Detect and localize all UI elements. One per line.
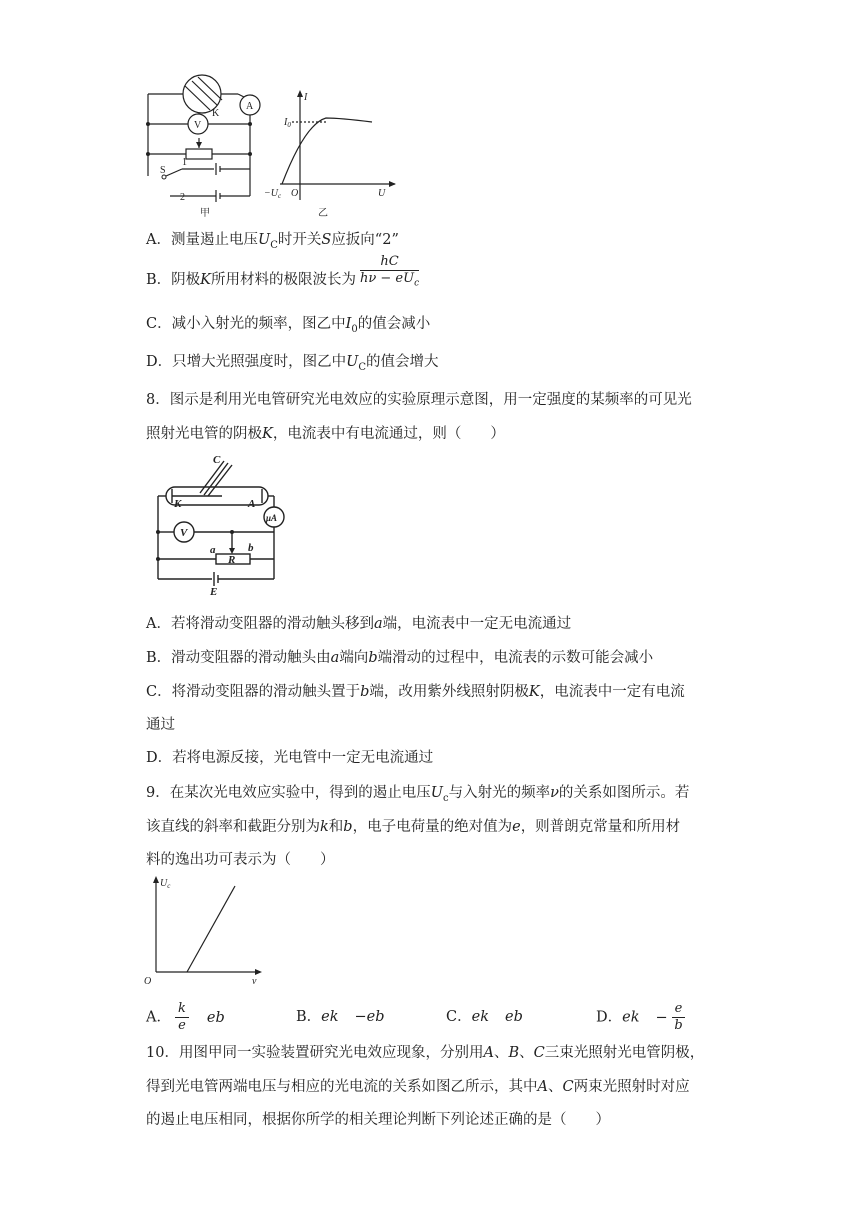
fig8-label-a: a xyxy=(210,544,216,556)
fig8-label-uA: μA xyxy=(266,513,278,523)
q10-stem-line-2: 得到光电管两端电压与相应的光电流的关系如图乙所示，其中A、C两束光照射时对应 xyxy=(146,1079,690,1095)
figure-9 xyxy=(140,872,270,990)
fig8-label-E: E xyxy=(210,586,218,597)
q9-stem-line-1: 9．在某次光电效应实验中，得到的遏止电压$U_c$与入射光的频率ν的关系如图所示。若 xyxy=(146,785,690,804)
figure-7 xyxy=(140,72,400,222)
q7-option-a[interactable]: A．测量遏止电压$U_C$时开关S应扳向“2” xyxy=(146,232,399,251)
fig9-axis-Uc: $U_c$ xyxy=(160,878,171,890)
q9-stem-line-3: 料的逸出功可表示为（ ） xyxy=(146,852,335,868)
q8-option-c-cont: 通过 xyxy=(146,717,175,733)
q9-option-b[interactable]: B．ek −eb xyxy=(296,1009,385,1025)
q9-a-fraction: $\frac{k}{e}$ xyxy=(175,1001,189,1034)
q9-d-fraction: $\frac{e}{b}$ xyxy=(672,1001,686,1034)
q8-stem-line-1: 8．图示是利用光电管研究光电效应的实验原理示意图，用一定强度的某频率的可见光 xyxy=(146,392,692,408)
label-yi: 乙 xyxy=(318,208,328,219)
label-jia: 甲 xyxy=(200,208,210,219)
fig8-label-V: V xyxy=(180,527,188,539)
q9-option-a[interactable]: A． $\frac{k}{e}$ eb xyxy=(146,1001,225,1033)
label-S: S xyxy=(160,165,166,176)
fig8-label-R: R xyxy=(228,554,236,566)
wavelength-fraction: $\frac{hC}{h\nu - eU_c}$ xyxy=(360,254,420,289)
fig8-label-A: A xyxy=(248,498,256,510)
fig9-label-O: O xyxy=(144,976,152,987)
q7-option-d[interactable]: D．只增大光照强度时，图乙中$U_C$的值会增大 xyxy=(146,354,439,373)
q8-option-b[interactable]: B．滑动变阻器的滑动触头由a端向b端滑动的过程中，电流表的示数可能会减小 xyxy=(146,650,654,666)
q8-stem-line-2: 照射光电管的阴极K，电流表中有电流通过，则（ ） xyxy=(146,426,505,442)
fig8-label-b: b xyxy=(248,542,254,554)
fig9-line xyxy=(187,886,235,972)
label-1: 1 xyxy=(182,157,187,168)
figure-8 xyxy=(150,455,290,597)
label-2: 2 xyxy=(180,192,185,203)
label-A: A xyxy=(246,101,254,112)
q9-stem-line-2: 该直线的斜率和截距分别为k和b，电子电荷量的绝对值为e，则普朗克常量和所用材 xyxy=(146,819,681,835)
label-K: K xyxy=(212,108,220,119)
q7-option-c[interactable]: C．减小入射光的频率，图乙中$I_0$的值会减小 xyxy=(146,316,431,335)
q7-option-b[interactable]: B．阴极K所用材料的极限波长为 $\frac{hC}{h\nu - eU_c}$ xyxy=(146,268,423,292)
fig8-label-C: C xyxy=(213,455,221,466)
q8-option-c[interactable]: C．将滑动变阻器的滑动触头置于b端，改用紫外线照射阴极K，电流表中一定有电流 xyxy=(146,684,685,700)
fig8-label-K: K xyxy=(174,498,182,510)
rheostat xyxy=(186,149,212,159)
q8-option-d[interactable]: D．若将电源反接，光电管中一定无电流通过 xyxy=(146,750,434,766)
label-O: O xyxy=(291,188,299,199)
q8-option-a[interactable]: A．若将滑动变阻器的滑动触头移到a端，电流表中一定无电流通过 xyxy=(146,616,572,632)
q10-stem-line-3: 的遏止电压相同，根据你所学的相关理论判断下列论述正确的是（ ） xyxy=(146,1112,610,1128)
fig9-axis-nu: ν xyxy=(252,976,257,987)
label-V: V xyxy=(194,120,202,131)
q10-stem-line-1: 10．用图甲同一实验装置研究光电效应现象，分别用A、B、C三束光照射光电管阴极， xyxy=(146,1045,705,1061)
q9-option-d[interactable]: D．ek − $\frac{e}{b}$ xyxy=(596,1001,689,1034)
q9-option-c[interactable]: C．ek eb xyxy=(446,1009,523,1025)
label-neg-Uc: $-U_c$ xyxy=(264,188,282,200)
axis-U: U xyxy=(378,188,386,199)
label-I0: $I_0$ xyxy=(284,117,291,129)
axis-I: I xyxy=(304,92,308,103)
